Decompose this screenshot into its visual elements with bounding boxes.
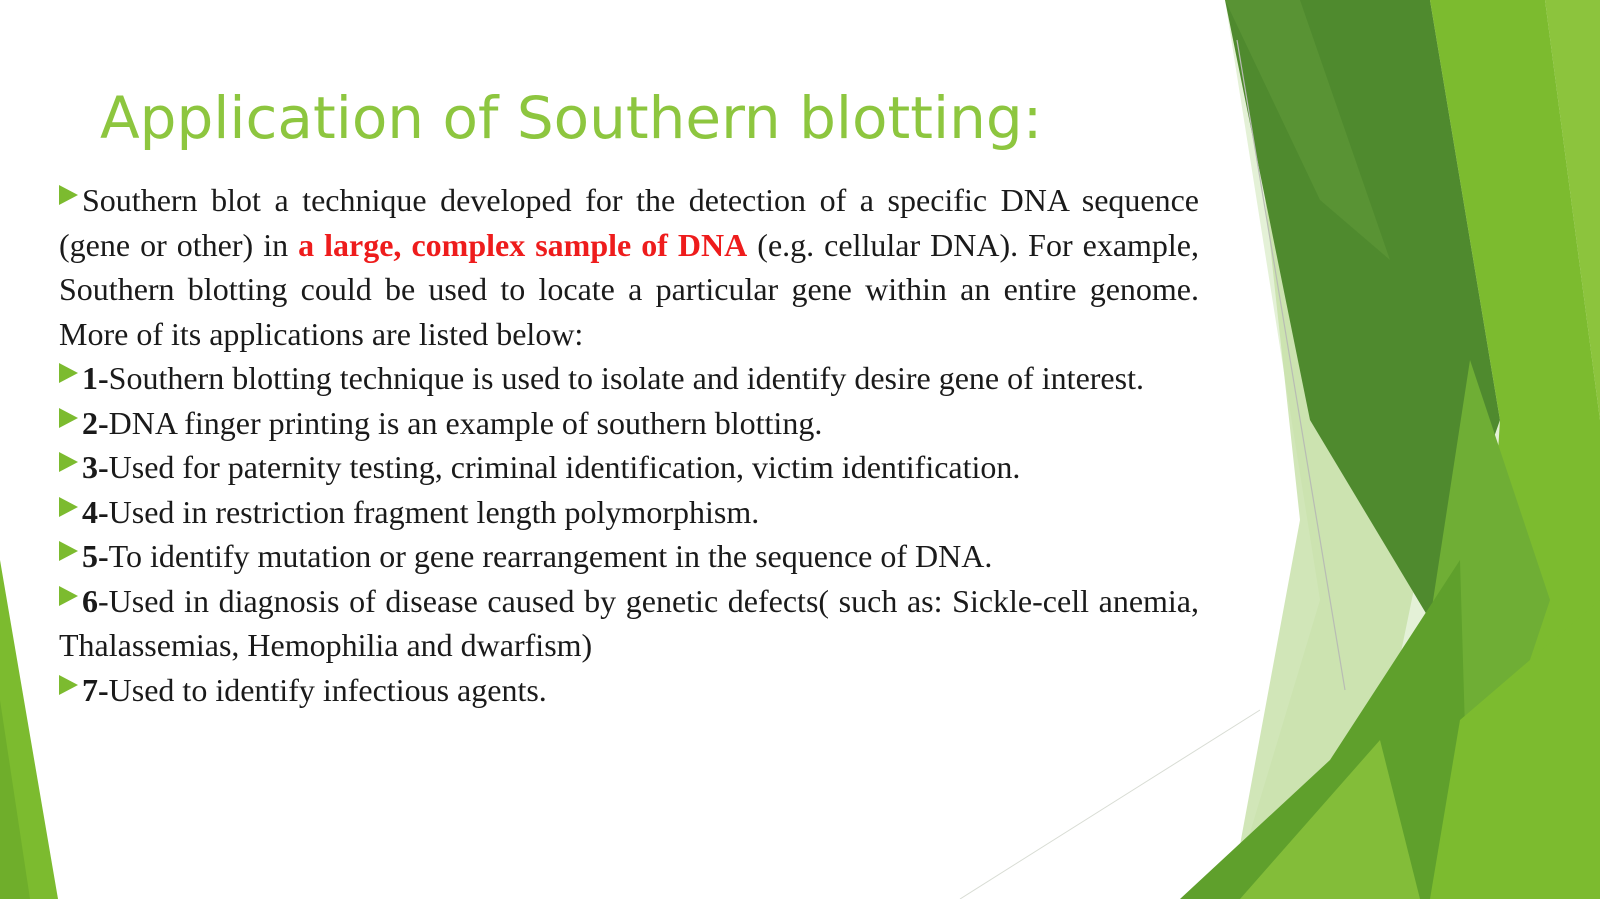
item-text: Used to identify infectious agents. xyxy=(108,671,547,708)
intro-paragraph xyxy=(59,178,1199,356)
item-text: DNA finger printing is an example of southern blotting. xyxy=(108,404,823,441)
bullet-arrow-icon xyxy=(59,586,78,606)
intro-highlight: a large, complex sample of DNA xyxy=(298,226,748,263)
slide-title: Application of Southern blotting: xyxy=(100,84,1043,152)
bullet-arrow-icon xyxy=(59,675,78,695)
item-text: Southern blotting technique is used to isolate and identify desire gene of interest. xyxy=(108,360,1144,396)
list-item xyxy=(59,534,1199,579)
item-number: 4- xyxy=(82,493,109,530)
list-item xyxy=(59,356,1199,401)
intro-text-after: (e.g. cellular DNA). For example, Southern blotting could be used to locate a particular gene within an entire genome. More of its applications are listed below: xyxy=(59,226,1200,352)
bullet-arrow-icon xyxy=(59,541,78,561)
item-text: -Used in diagnosis of disease caused by genetic defects( such as: Sickle-cell anemia, Thalassemias, Hemophilia and dwarfism) xyxy=(59,582,1199,663)
slide-body xyxy=(59,178,1199,712)
bullet-arrow-icon xyxy=(59,497,78,517)
intro-text-before: Southern blot a technique developed for the detection of a specific DNA sequence (gene or other) in xyxy=(59,182,1199,263)
item-number: 5- xyxy=(82,538,109,574)
bullet-arrow-icon xyxy=(59,408,78,428)
list-item xyxy=(59,401,1199,446)
list-item xyxy=(59,445,1199,490)
list-item xyxy=(59,490,1199,535)
item-number: 2- xyxy=(82,404,109,441)
item-text: Used in restriction fragment length polymorphism. xyxy=(108,493,760,530)
item-text: To identify mutation or gene rearrangement in the sequence of DNA. xyxy=(108,538,993,574)
item-number: 3- xyxy=(82,449,109,485)
list-item xyxy=(59,668,1199,713)
item-number: 6 xyxy=(82,582,98,619)
item-text: Used for paternity testing, criminal identification, victim identification. xyxy=(108,449,1021,485)
bullet-arrow-icon xyxy=(59,363,78,383)
bullet-arrow-icon xyxy=(59,185,78,205)
item-number: 7- xyxy=(82,671,109,708)
item-number: 1- xyxy=(82,360,109,396)
list-item xyxy=(59,579,1199,668)
bullet-arrow-icon xyxy=(59,452,78,472)
